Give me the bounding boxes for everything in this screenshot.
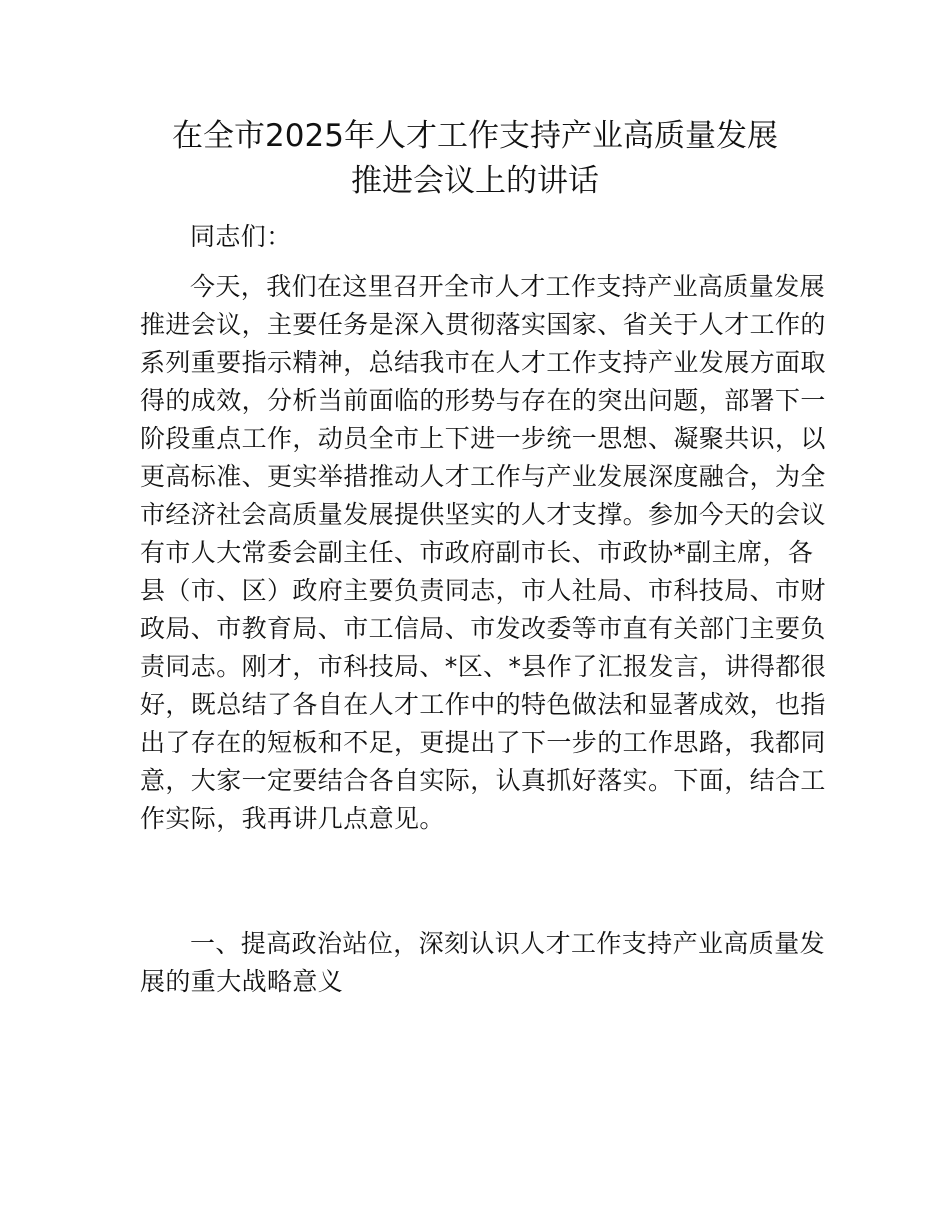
paragraph-line: 政局、市教育局、市工信局、市发改委等市直有关部门主要负 bbox=[140, 614, 826, 643]
salutation-text: 同志们： bbox=[190, 222, 292, 251]
paragraph-line: 意，大家一定要结合各自实际，认真抓好落实。下面，结合工 bbox=[140, 766, 826, 795]
paragraph-line: 出了存在的短板和不足，更提出了下一步的工作思路，我都同 bbox=[140, 728, 826, 757]
paragraph-line: 得的成效，分析当前面临的形势与存在的突出问题，部署下一 bbox=[140, 386, 826, 415]
paragraph-line: 责同志。刚才，市科技局、*区、*县作了汇报发言，讲得都很 bbox=[140, 652, 827, 681]
document-title-line-2: 推进会议上的讲话 bbox=[351, 163, 599, 199]
paragraph-line: 作实际，我再讲几点意见。 bbox=[140, 804, 445, 833]
document-title-line-1: 在全市2025年人才工作支持产业高质量发展 bbox=[172, 118, 778, 154]
section-heading-line: 一、提高政治站位，深刻认识人才工作支持产业高质量发 bbox=[190, 929, 826, 958]
paragraph-line: 更高标准、更实举措推动人才工作与产业发展深度融合，为全 bbox=[140, 462, 826, 491]
paragraph-line: 阶段重点工作，动员全市上下进一步统一思想、凝聚共识，以 bbox=[140, 424, 826, 453]
section-heading-1 bbox=[140, 925, 826, 1001]
paragraph-line: 县（市、区）政府主要负责同志，市人社局、市科技局、市财 bbox=[140, 576, 826, 605]
paragraph-line: 有市人大常委会副主任、市政府副市长、市政协*副主席，各 bbox=[140, 538, 814, 567]
section-heading-line: 展的重大战略意义 bbox=[140, 967, 344, 996]
paragraph-1 bbox=[140, 268, 827, 838]
paragraph-line: 市经济社会高质量发展提供坚实的人才支撑。参加今天的会议 bbox=[140, 500, 826, 529]
paragraph-line: 推进会议，主要任务是深入贯彻落实国家、省关于人才工作的 bbox=[140, 310, 826, 339]
salutation bbox=[140, 218, 815, 256]
paragraph-line: 今天，我们在这里召开全市人才工作支持产业高质量发展 bbox=[190, 272, 826, 301]
paragraph-line: 系列重要指示精神，总结我市在人才工作支持产业发展方面取 bbox=[140, 348, 826, 377]
paragraph-line: 好，既总结了各自在人才工作中的特色做法和显著成效，也指 bbox=[140, 690, 826, 719]
